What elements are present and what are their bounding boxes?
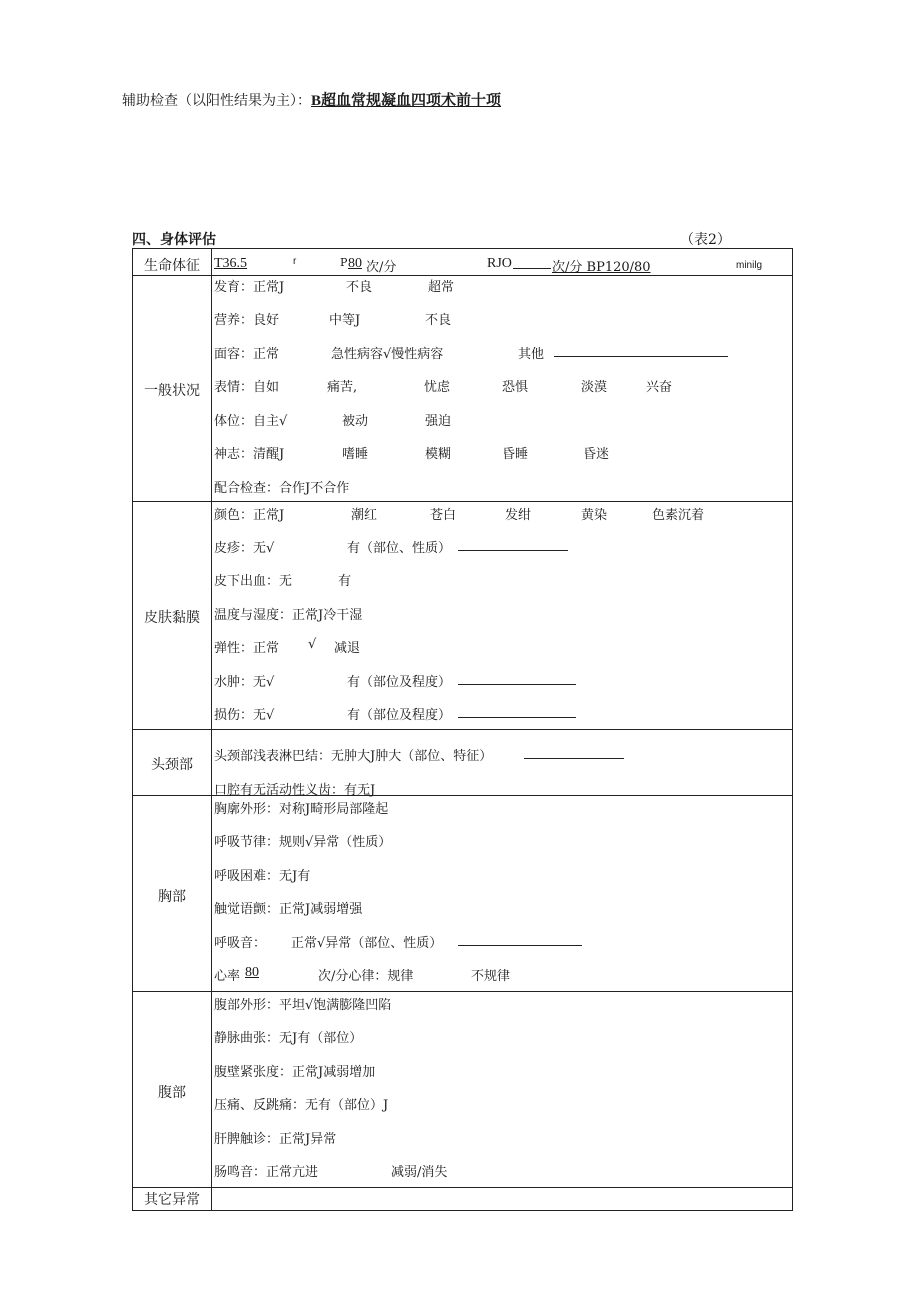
vitals-pulse-unit: 次/分: [366, 260, 397, 275]
chest-category: 胸部: [158, 889, 186, 905]
vitals-pulse-label: P: [340, 256, 348, 269]
vitals-resp-label: RJO: [487, 256, 512, 271]
aux-exam-value: B超血常规凝血四项术前十项: [311, 93, 502, 109]
row-divider: [133, 991, 792, 992]
abdomen-category: 腹部: [158, 1085, 186, 1101]
aux-exam-line: [122, 89, 501, 110]
section-title: 四、身体评估: [132, 232, 216, 248]
injury-blank: [458, 717, 576, 718]
vitals-category: 生命体征: [144, 258, 200, 274]
edema-blank: [458, 684, 576, 685]
table-number: （表2）: [680, 232, 731, 248]
vitals-temp: T36.5: [214, 256, 248, 271]
head-category: 头颈部: [151, 757, 193, 773]
vitals-temp-unit: r: [293, 256, 297, 267]
assessment-table: 生命体征 T36.5 r P 80 次/分 RJO 次/分 BP120/80 minilg 一般状况 发育：正常J 不良 超常 营养：良好 中等J 不良 面容：正常 急性病容√慢性病容 其他 表情：自如 痛苦, 忧虑 恐惧 淡漠 兴奋 体位：自主√ 被动 强迫 神志：清醒J 嗜睡 模糊 昏睡 昏迷 配合检查：合作J不合作 皮肤黏膜 颜色：正常J 潮红 苍白 发绀 黄染 色素沉着 皮疹：无√ 有（部位、性质） 皮下出血：无 有 温度与湿度：正常J冷干湿 弹性：正常 √ 减退 水肿：无√ 有（部位及程度） 损伤：无√ 有（部位及程度） 头颈部 头颈部浅表淋巴结：无肿大J肿大（部位、特征） 口腔有无活动性义齿：有无J 胸部 胸廓外形：对称J畸形局部隆起 呼吸节律：规则√异常（性质） 呼吸困难：无J有 触觉语颤：正常J减弱增强 呼吸音： 正常√异常（部位、性质） 心率 80 次/分心律：规律 不规律 腹部 腹部外形：平坦√饱满膨隆凹陷 静脉曲张：无J有（部位） 腹壁紧张度：正常J减弱增加 压痛、反跳痛：无有（部位）J 肝脾触诊：正常J异常 肠鸣音：正常亢进 减弱/消失 其它异常: [132, 248, 793, 1211]
vitals-pulse-value: 80: [348, 256, 362, 271]
face-other-blank: [554, 356, 728, 357]
heart-rate-value: 80: [245, 965, 259, 980]
aux-exam-label: 辅助检查（以阳性结果为主）：: [122, 93, 311, 109]
row-divider: [133, 729, 792, 730]
column-divider: [211, 249, 212, 1210]
vitals-bp-unit: minilg: [736, 260, 763, 271]
rash-blank: [458, 550, 568, 551]
row-divider: [133, 1187, 792, 1188]
breath-blank: [458, 945, 582, 946]
row-divider: [133, 501, 792, 502]
skin-category: 皮肤黏膜: [144, 610, 200, 626]
other-category: 其它异常: [144, 1192, 200, 1208]
general-category: 一般状况: [144, 383, 200, 399]
vitals-resp-unit: 次/分 BP120/80: [552, 260, 651, 275]
lymph-blank: [524, 758, 624, 759]
vitals-resp-blank: [513, 268, 551, 269]
